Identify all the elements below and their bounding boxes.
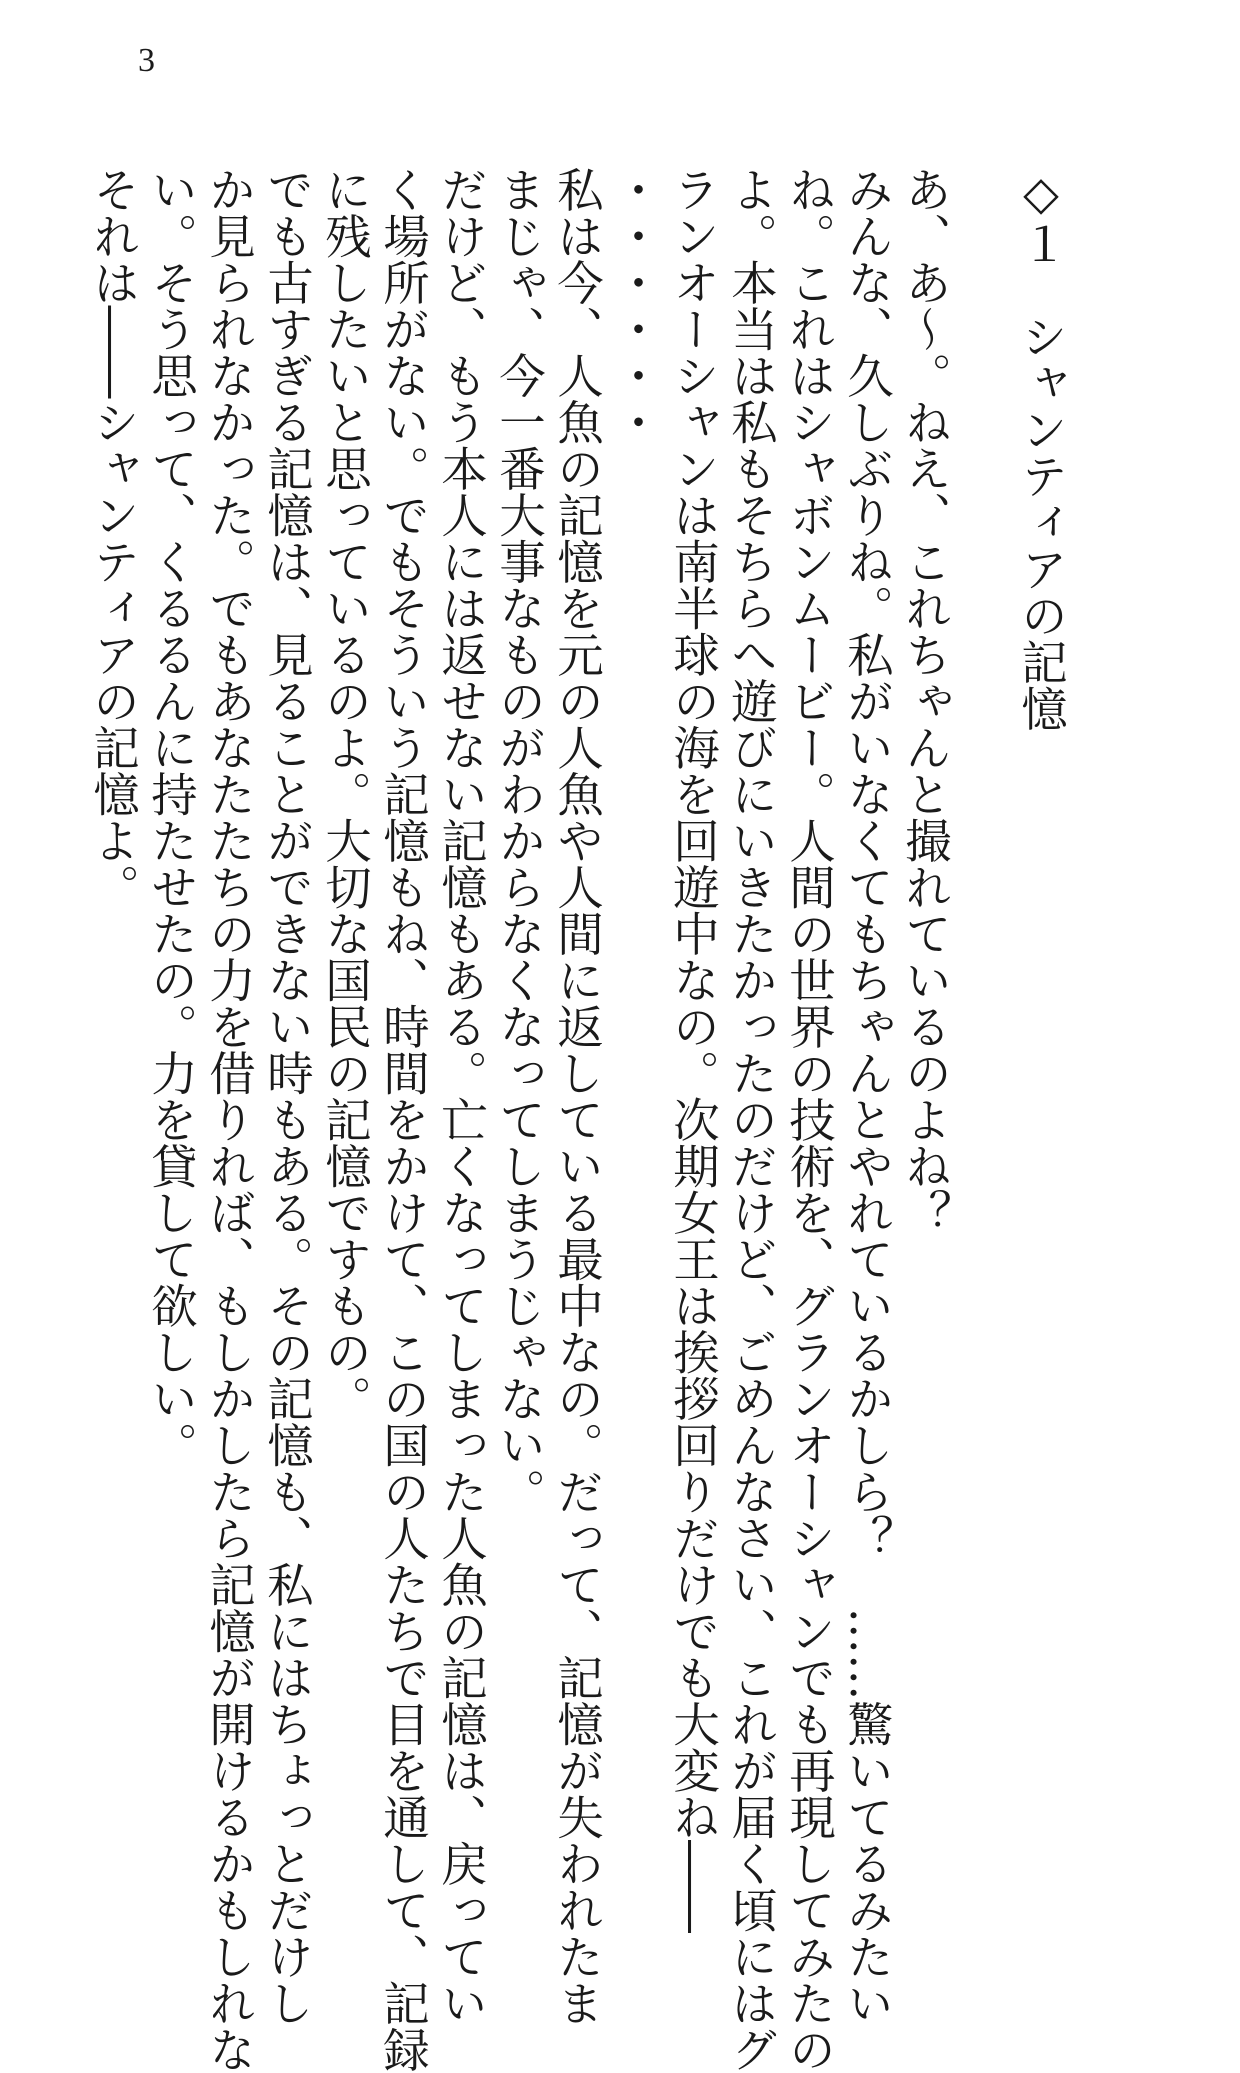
text-line: 私は今、人魚の記憶を元の人魚や人間に返している最中なの。だって、記憶が失われたま (550, 166, 604, 2026)
page-number: 3 (138, 42, 155, 79)
scene-separator: ・・・・・・ (608, 166, 662, 445)
text-line: に残したいと思っているのよ。大切な国民の記憶ですもの。 (318, 166, 372, 1422)
chapter-heading: ◇１ シャンティアの記憶 (1014, 166, 1068, 732)
text-line: ランオーシャンは南半球の海を回遊中なの。次期女王は挨拶回りだけでも大変ね―― (666, 166, 720, 1933)
text-line: い。そう思って、くるるんに持たせたの。力を貸して欲しい。 (144, 166, 198, 1468)
vertical-text-block (84, 166, 1070, 2073)
text-line: みんな、久しぶりね。私がいなくてもちゃんとやれているかしら？ ……驚いてるみたい (840, 166, 894, 2026)
text-line: まじゃ、今一番大事なものがわからなくなってしまうじゃない。 (492, 166, 546, 1515)
text-line: か見られなかった。でもあなたたちの力を借りれば、もしかしたら記憶が開けるかもしれな (202, 166, 256, 2073)
text-line: だけど、もう本人には返せない記憶もある。亡くなってしまった人魚の記憶は、戻ってい (434, 166, 488, 2026)
text-line: あ、あ〜。ねえ、これちゃんと撮れているのよね？ (898, 166, 952, 1236)
text-line: よ。本当は私もそちらへ遊びにいきたかったのだけど、ごめんなさい、これが届く頃にはグ (724, 166, 778, 2073)
text-line: でも古すぎる記憶は、見ることができない時もある。その記憶も、私にはちょっとだけし (260, 166, 314, 2026)
text-line: く場所がない。でもそういう記憶もね、時間をかけて、この国の人たちで目を通して、記録 (376, 166, 430, 2073)
text-line: それは――シャンティアの記憶よ。 (86, 166, 140, 910)
text-line: ね。これはシャボンムービー。人間の世界の技術を、グランオーシャンでも再現してみたの (782, 166, 836, 2073)
